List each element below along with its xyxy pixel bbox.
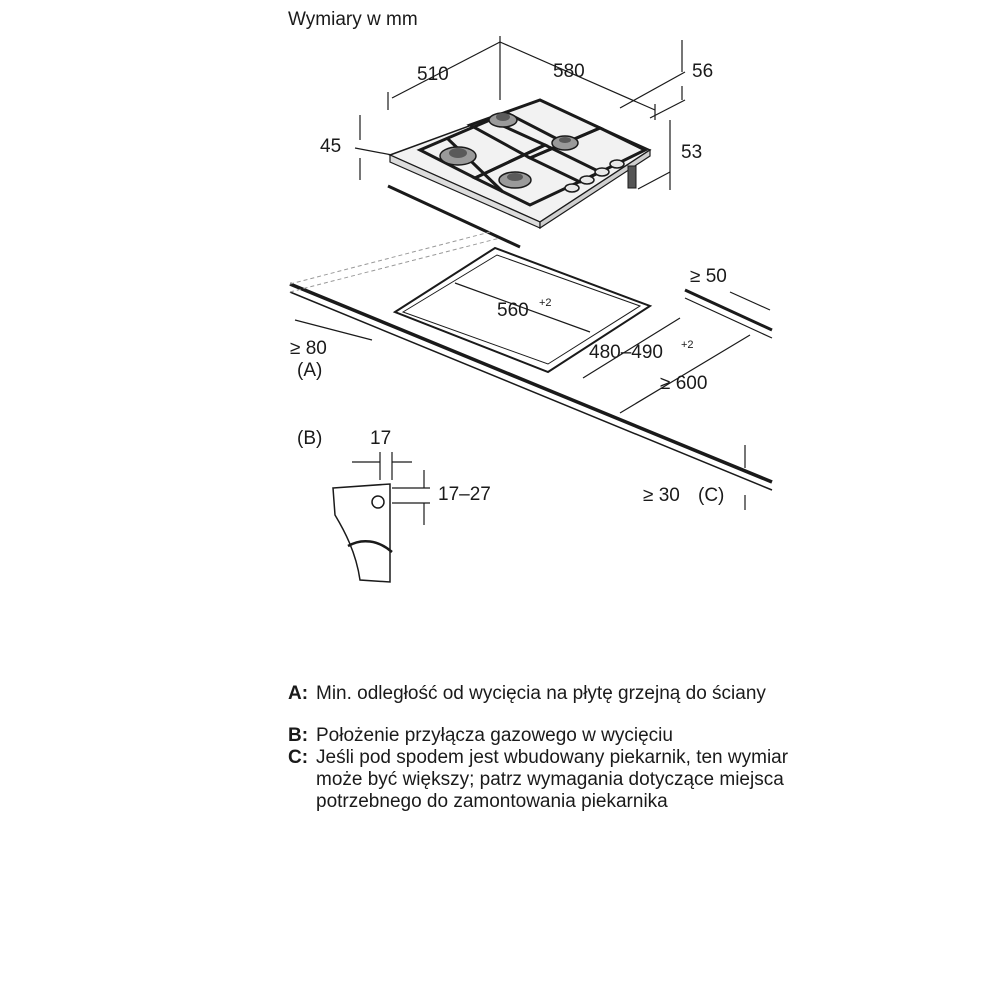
legend-item-b <box>288 725 808 747</box>
diagram-title: Wymiary w mm <box>288 9 418 30</box>
dim-rear-clearance: ≥ 50 <box>690 266 727 287</box>
burner-icon <box>552 136 578 150</box>
dim-hob-width: 580 <box>553 61 585 82</box>
detail-b-label: (B) <box>297 428 323 449</box>
legend-item-a <box>288 683 808 705</box>
dim-hob-depth: 510 <box>417 64 449 85</box>
dim-top-offset: 56 <box>692 61 714 82</box>
gas-connector-icon <box>628 166 636 188</box>
legend <box>288 683 808 833</box>
dim-min-to-wall: ≥ 80 <box>290 338 327 359</box>
burner-icon <box>440 147 476 165</box>
dim-min-to-wall-ref: (A) <box>297 360 323 381</box>
dim-below-clearance-ref: (C) <box>698 485 725 506</box>
legend-text: Jeśli pod spodem jest wbudowany piekarnik, ten wymiar może być większy; patrz wymagania dotyczące miejsca potrzebnego do zamontowania piekarnika <box>316 747 789 812</box>
detail-b-width: 17 <box>370 428 392 449</box>
dim-hob-height: 45 <box>320 136 342 157</box>
dim-cutout-depth-tolerance: +2 <box>681 339 694 351</box>
dim-cutout-width-tolerance: +2 <box>539 297 552 309</box>
burner-icon <box>489 113 517 127</box>
dim-cutout-depth: 480–490 <box>589 342 663 363</box>
legend-key: C: <box>288 747 309 768</box>
dim-cutout-width: 560 <box>497 300 529 321</box>
detail-b-height-range: 17–27 <box>438 484 491 505</box>
legend-key: B: <box>288 725 309 746</box>
legend-key: A: <box>288 683 309 704</box>
dim-front-depth: ≥ 600 <box>660 373 708 394</box>
hob-drawing <box>390 100 650 228</box>
legend-text: Położenie przyłącza gazowego w wycięciu <box>316 725 673 746</box>
burner-icon <box>499 172 531 188</box>
dim-control-height: 53 <box>681 142 703 163</box>
legend-item-c <box>288 747 808 813</box>
gas-connection-detail <box>333 452 430 582</box>
dim-below-clearance: ≥ 30 <box>643 485 680 506</box>
legend-text: Min. odległość od wycięcia na płytę grzejną do ściany <box>316 683 766 704</box>
